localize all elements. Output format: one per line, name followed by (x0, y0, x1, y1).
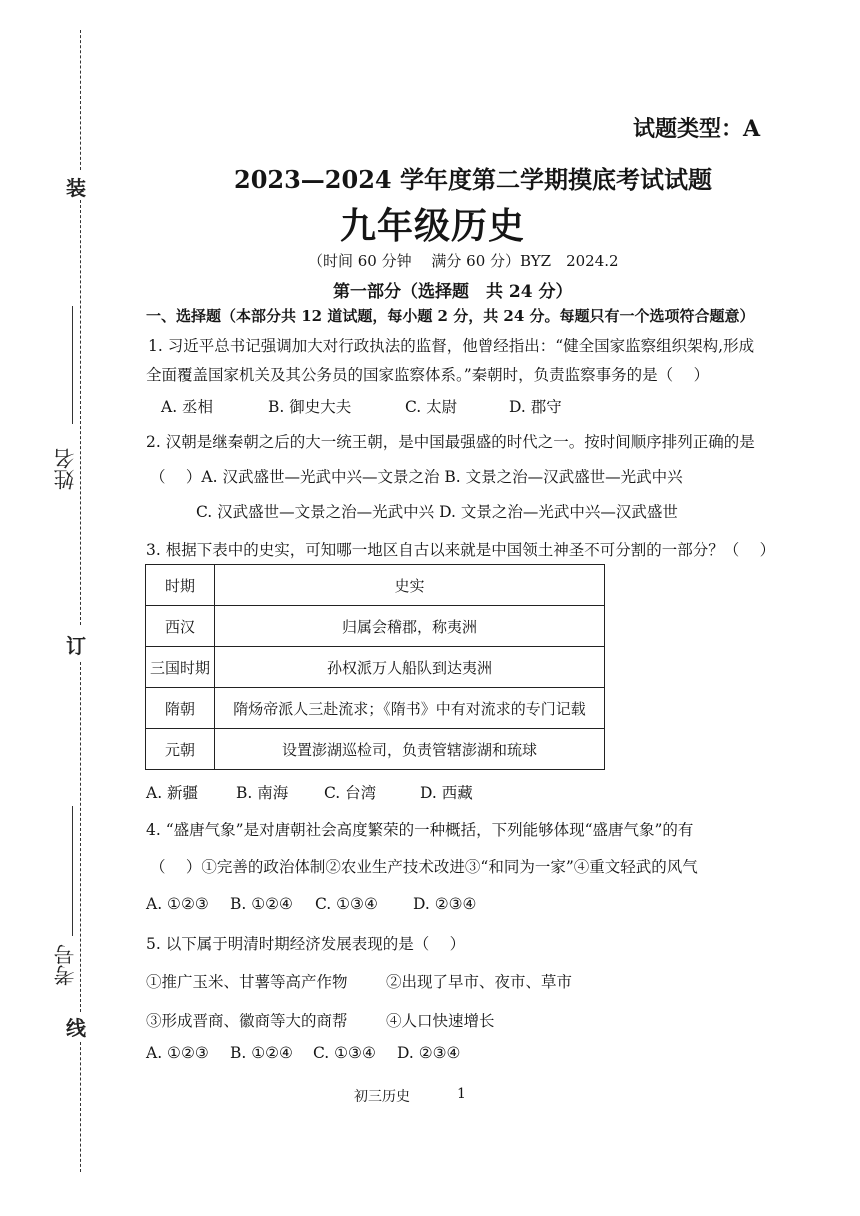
binding-dashed-line-upper (80, 200, 81, 625)
question-4-option-d[interactable]: D. ②③④ (413, 895, 477, 913)
question-4-line-1: 4. “盛唐气象”是对唐朝社会高度繁荣的一种概括，下列能够体现“盛唐气象”的有 (146, 821, 694, 839)
table-row (146, 729, 605, 770)
question-3-option-a[interactable]: A. 新疆 (146, 784, 199, 802)
question-5-option-b[interactable]: B. ①②④ (230, 1044, 293, 1062)
exam-no-field-line[interactable] (72, 806, 73, 936)
question-4-option-c[interactable]: C. ①③④ (315, 895, 378, 913)
question-5-item-1: ①推广玉米、甘薯等高产作物 (146, 973, 348, 991)
binding-mark-zhuang: 装 (66, 176, 86, 200)
question-1-option-d[interactable]: D. 郡守 (509, 398, 562, 416)
binding-mark-xian: 线 (66, 1016, 86, 1040)
name-field-line[interactable] (72, 306, 73, 424)
question-5-option-d[interactable]: D. ②③④ (397, 1044, 461, 1062)
question-5-item-4: ④人口快速增长 (386, 1012, 495, 1030)
name-field-label: 姓名 (53, 448, 77, 490)
question-4-option-a[interactable]: A. ①②③ (146, 895, 209, 913)
question-5-item-3: ③形成晋商、徽商等大的商帮 (146, 1012, 348, 1030)
question-3-option-c[interactable]: C. 台湾 (324, 784, 377, 802)
table-cell-fact: 归属会稽郡，称夷洲 (215, 606, 605, 647)
footer-subject: 初三历史 (354, 1089, 410, 1105)
question-5-option-c[interactable]: C. ①③④ (313, 1044, 376, 1062)
subject-title: 九年级历史 (340, 205, 526, 247)
question-5-stem: 5. 以下属于明清时期经济发展表现的是（ ） (146, 935, 466, 953)
binding-dashed-line-lower (80, 662, 81, 1012)
question-2-line-3: C. 汉武盛世—文景之治—光武中兴 D. 文景之治—光武中兴—汉武盛世 (196, 503, 678, 521)
question-3-stem: 3. 根据下表中的史实，可知哪一地区自古以来就是中国领土神圣不可分割的一部分？（ ） (146, 541, 776, 559)
binding-dashed-line-bottom (80, 1042, 81, 1172)
table-cell-period: 三国时期 (146, 647, 215, 688)
question-3-option-d[interactable]: D. 西藏 (420, 784, 473, 802)
question-3-option-b[interactable]: B. 南海 (236, 784, 289, 802)
table-cell-fact: 孙权派万人船队到达夷洲 (215, 647, 605, 688)
table-cell-period: 西汉 (146, 606, 215, 647)
question-4-option-b[interactable]: B. ①②④ (230, 895, 293, 913)
exam-title: 2023—2024 学年度第二学期摸底考试试题 (234, 165, 712, 194)
table-header-row (146, 565, 605, 606)
history-facts-table (145, 564, 605, 770)
table-cell-period: 元朝 (146, 729, 215, 770)
question-1-line-2: 全面覆盖国家机关及其公务员的国家监察体系。”秦朝时，负责监察事务的是（ ） (146, 366, 710, 384)
table-row (146, 688, 605, 729)
exam-no-field-label: 考号 (53, 944, 77, 986)
question-1-line-1: 1. 习近平总书记强调加大对行政执法的监督，他曾经指出：“健全国家监察组织架构,形成 (148, 337, 755, 355)
binding-mark-ding: 订 (66, 634, 86, 658)
question-5-item-2: ②出现了早市、夜市、草市 (386, 973, 573, 991)
part-title: 第一部分（选择题 共 24 分） (333, 282, 573, 302)
question-4-line-2: （ ）①完善的政治体制②农业生产技术改进③“和同为一家”④重文轻武的风气 (150, 858, 698, 876)
table-row (146, 606, 605, 647)
exam-info: （时间 60 分钟 满分 60 分）BYZ 2024.2 (308, 252, 619, 270)
question-5-option-a[interactable]: A. ①②③ (146, 1044, 209, 1062)
table-row (146, 647, 605, 688)
table-cell-period: 隋朝 (146, 688, 215, 729)
table-cell-fact: 隋炀帝派人三赴流求；《隋书》中有对流求的专门记载 (215, 688, 605, 729)
question-2-line-1: 2. 汉朝是继秦朝之后的大一统王朝，是中国最强盛的时代之一。按时间顺序排列正确的是 (146, 433, 755, 451)
table-cell-fact: 设置澎湖巡检司，负责管辖澎湖和琉球 (215, 729, 605, 770)
table-header-period: 时期 (146, 565, 215, 606)
question-1-option-c[interactable]: C. 太尉 (405, 398, 458, 416)
table-header-fact: 史实 (215, 565, 605, 606)
question-1-option-a[interactable]: A. 丞相 (161, 398, 214, 416)
page-number: 1 (457, 1086, 466, 1102)
exam-type-label: 试题类型：A (633, 116, 761, 142)
question-1-option-b[interactable]: B. 御史大夫 (268, 398, 352, 416)
section-instruction: 一、选择题（本部分共 12 道试题，每小题 2 分，共 24 分。每题只有一个选项符合题意） (146, 307, 755, 325)
question-2-line-2: （ ）A. 汉武盛世—光武中兴—文景之治 B. 文景之治—汉武盛世—光武中兴 (150, 468, 683, 486)
binding-dashed-line-top (80, 30, 81, 170)
